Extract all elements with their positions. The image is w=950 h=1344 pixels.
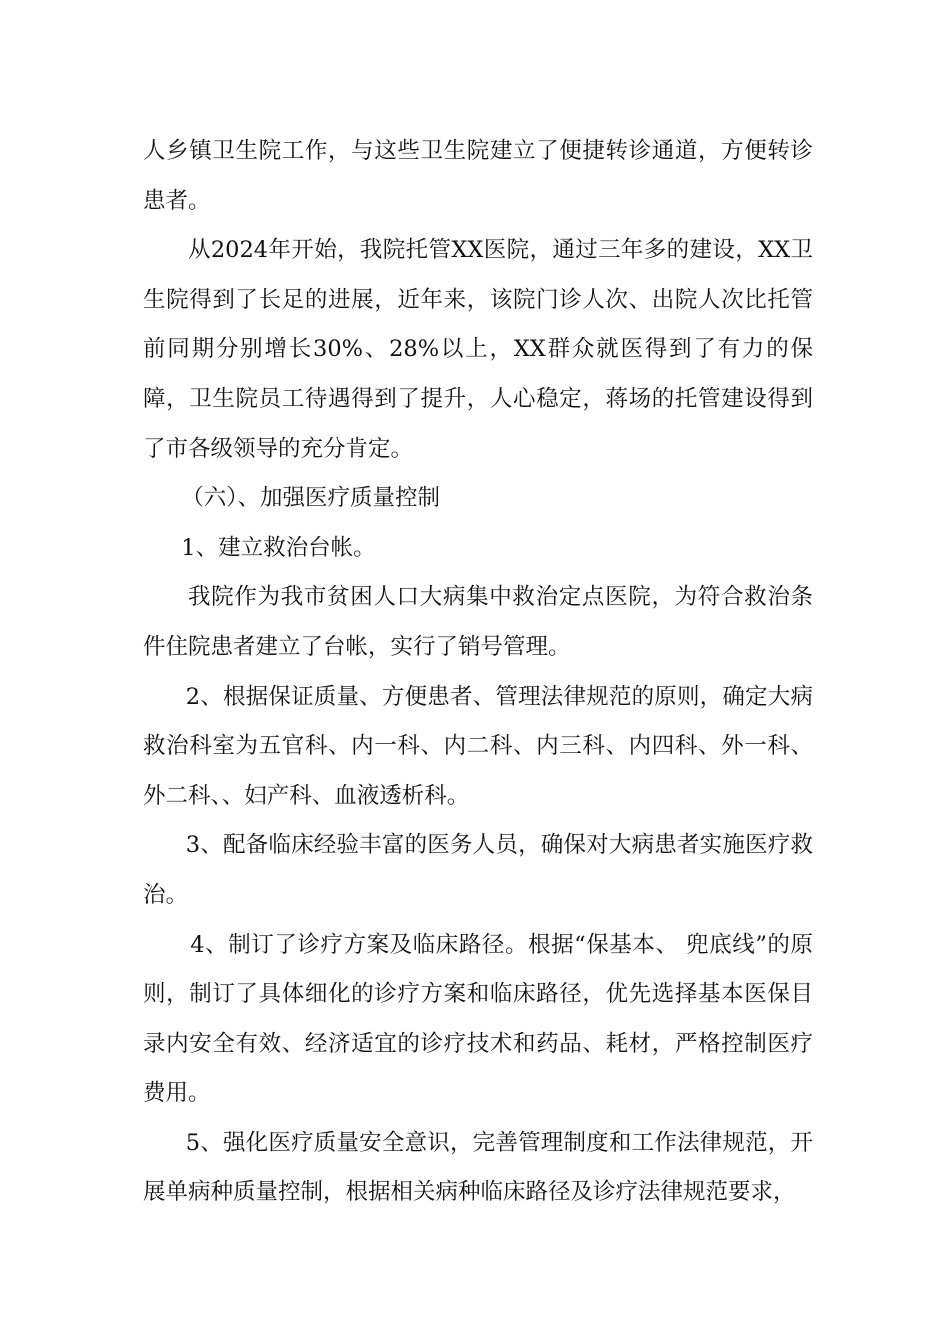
item-2-paragraph: 2、根据保证质量、方便患者、管理法律规范的原则，确定大病救治科室为五官科、内一科、内二科、内三科、内四科、外一科、外二科、、妇产科、血液透析科。 xyxy=(143,683,813,809)
item-4-paragraph: 4、制订了诊疗方案及临床路径。根据“保基本、 兜底线”的原则，制订了具体细化的诊疗方案和临床路径，优先选择基本医保目录内安全有效、经济适宜的诊疗技术和药品、耗材，严格控制医疗费用。 xyxy=(143,931,813,1107)
item-1-paragraph: 我院作为我市贫困人口大病集中救治定点医院，为符合救治条件住院患者建立了台帐，实行了销号管理。 xyxy=(143,584,813,660)
item-5-paragraph: 5、强化医疗质量安全意识，完善管理制度和工作法律规范，开展单病种质量控制，根据相关病种临床路径及诊疗法律规范要求， xyxy=(143,1129,813,1206)
item-1-heading: 1、建立救治台帐。 xyxy=(181,534,376,561)
section-heading-quality-control: （六）、加强医疗质量控制 xyxy=(181,485,441,512)
item-3-paragraph: 3、配备临床经验丰富的医务人员，确保对大病患者实施医疗救治。 xyxy=(143,832,813,908)
paragraph-hospital-management: 从2024年开始，我院托管XX医院，通过三年多的建设，XX卫生院得到了长足的进展，近年来，该院门诊人次、出院人次比托管前同期分别增长30%、28%以上，XX群众就医得到了有力的保障，卫生院员工待遇得到了提升，人心稳定，蒋场的托管建设得到了市各级领导的充分肯定。 xyxy=(143,237,813,462)
paragraph-continuation: 人乡镇卫生院工作，与这些卫生院建立了便捷转诊通道，方便转诊患者。 xyxy=(143,138,813,214)
document-body xyxy=(143,127,813,1218)
